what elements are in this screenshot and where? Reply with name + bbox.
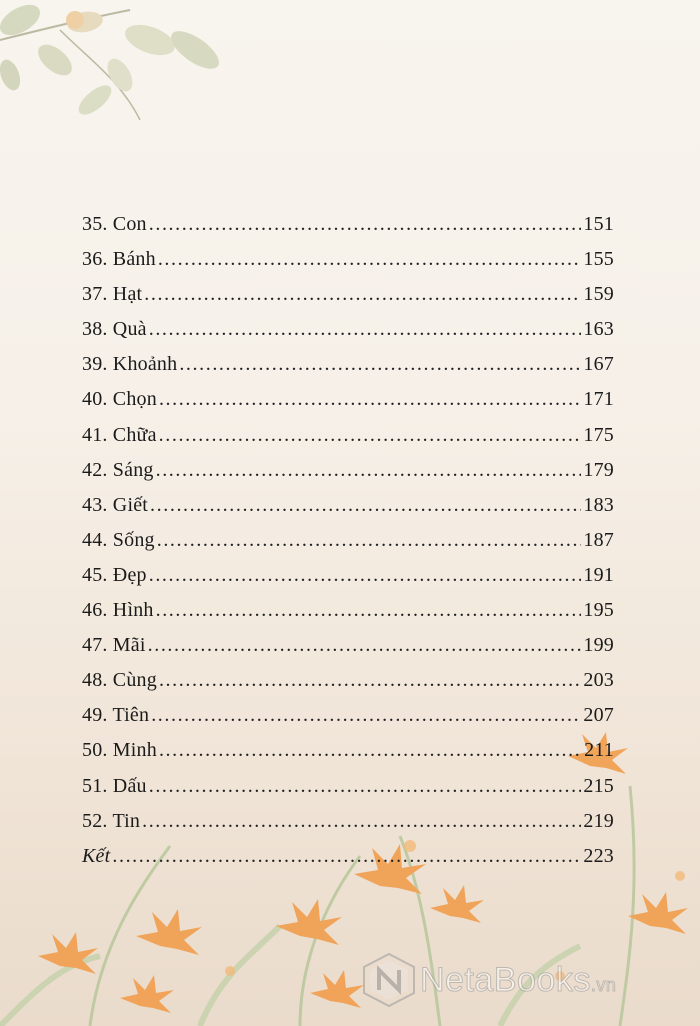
toc-dot-leader (151, 704, 581, 727)
toc-entry-title: 36. Bánh (82, 248, 156, 271)
toc-dot-leader (159, 424, 582, 447)
toc-dot-leader (149, 775, 582, 798)
watermark-suffix: .vn (590, 974, 617, 995)
toc-entry-title: 49. Tiên (82, 704, 150, 727)
toc-entry-title: 45. Đẹp (82, 563, 147, 586)
toc-entry-title: 50. Minh (82, 739, 157, 762)
netabooks-watermark (362, 952, 616, 1008)
toc-dot-leader (159, 669, 581, 692)
toc-entry (82, 353, 614, 388)
toc-dot-leader (159, 739, 582, 762)
toc-entry (82, 283, 614, 318)
toc-entry-page-number: 211 (584, 739, 614, 762)
toc-entry-page-number: 203 (583, 669, 614, 692)
toc-entry-title: 37. Hạt (82, 283, 143, 306)
toc-dot-leader (156, 599, 582, 622)
toc-dot-leader (150, 494, 581, 517)
toc-entry-title: 43. Giết (82, 493, 149, 516)
toc-entry-page-number: 199 (583, 634, 614, 657)
toc-entry-page-number: 207 (583, 704, 614, 727)
toc-entry-page-number: 167 (583, 353, 614, 376)
table-of-contents (82, 213, 614, 880)
toc-entry (82, 599, 614, 634)
toc-entry (82, 775, 614, 810)
toc-dot-leader (149, 564, 582, 587)
toc-entry (82, 318, 614, 353)
toc-entry-title: Kết (82, 844, 111, 867)
watermark-text (420, 961, 616, 1000)
toc-entry-page-number: 155 (583, 248, 614, 271)
toc-entry-page-number: 187 (583, 528, 614, 551)
toc-entry-title: 44. Sống (82, 528, 155, 551)
toc-entry (82, 564, 614, 599)
toc-entry-page-number: 159 (583, 283, 614, 306)
toc-entry-title: 48. Cùng (82, 669, 157, 692)
toc-entry-title: 42. Sáng (82, 458, 154, 481)
toc-dot-leader (148, 634, 582, 657)
toc-entry-page-number: 171 (583, 388, 614, 411)
toc-entry-title: 47. Mãi (82, 634, 146, 657)
toc-dot-leader (144, 283, 581, 306)
toc-entry-page-number: 219 (583, 809, 614, 832)
toc-entry-page-number: 223 (583, 844, 614, 867)
toc-dot-leader (158, 248, 582, 271)
toc-entry (82, 494, 614, 529)
toc-dot-leader (159, 388, 581, 411)
toc-entry (82, 845, 614, 880)
toc-entry-page-number: 179 (583, 458, 614, 481)
toc-entry (82, 739, 614, 774)
toc-entry-title: 51. Dấu (82, 774, 147, 797)
toc-entry-title: 38. Quà (82, 318, 147, 341)
toc-dot-leader (142, 810, 581, 833)
toc-entry (82, 424, 614, 459)
toc-entry-title: 46. Hình (82, 599, 154, 622)
toc-entry-title: 39. Khoảnh (82, 353, 178, 376)
watermark-brand: NetaBooks (420, 960, 591, 999)
toc-entry-page-number: 151 (583, 213, 614, 235)
toc-entry-title: 52. Tin (82, 809, 141, 832)
toc-entry-page-number: 195 (583, 599, 614, 622)
leaf-branch-decoration (0, 0, 240, 140)
toc-entry (82, 459, 614, 494)
toc-dot-leader (156, 459, 582, 482)
toc-entry-title: 40. Chọn (82, 388, 157, 411)
toc-entry-page-number: 183 (583, 493, 614, 516)
toc-entry (82, 529, 614, 564)
toc-entry (82, 213, 614, 248)
toc-dot-leader (179, 353, 581, 376)
toc-entry-title: 35. Con (82, 213, 147, 235)
toc-entry (82, 634, 614, 669)
netabooks-logo-icon (362, 952, 416, 1008)
toc-entry-page-number: 163 (583, 318, 614, 341)
toc-entry (82, 669, 614, 704)
toc-entry (82, 704, 614, 739)
toc-entry (82, 248, 614, 283)
toc-dot-leader (157, 529, 582, 552)
toc-dot-leader (149, 318, 582, 341)
toc-dot-leader (149, 213, 582, 236)
toc-entry-title: 41. Chữa (82, 423, 157, 446)
toc-entry (82, 388, 614, 423)
toc-entry-page-number: 215 (583, 774, 614, 797)
toc-entry (82, 810, 614, 845)
toc-dot-leader (112, 845, 581, 868)
toc-entry-page-number: 191 (583, 563, 614, 586)
toc-entry-page-number: 175 (583, 423, 614, 446)
